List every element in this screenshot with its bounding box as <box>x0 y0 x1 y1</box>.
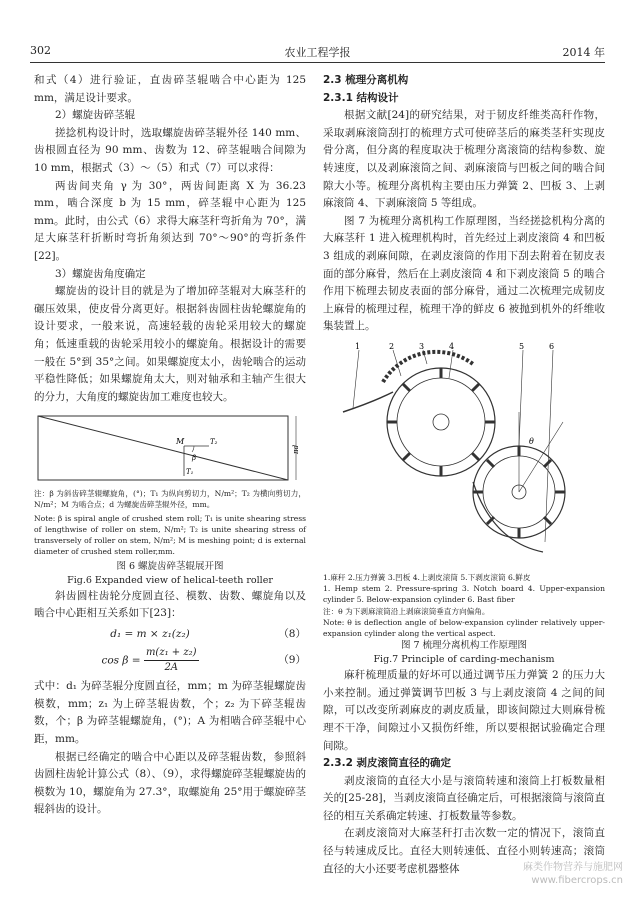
callout-1: 1 <box>355 341 361 351</box>
publication-year: 2014 年 <box>562 46 605 59</box>
paragraph: 剥皮滚筒的直径大小是与滚筒转速和滚筒上打板数量相关的[25-28]，当剥皮滚筒直径确定后，可根据滚筒与滚筒直径的相互关系确定转速、打板数量等参数。 <box>323 774 605 822</box>
equation-9-numerator: m(z₁ + z₂) <box>144 646 199 661</box>
carding-mechanism-svg <box>323 342 605 568</box>
label-T2: T₂ <box>210 438 218 447</box>
label-theta: θ <box>529 436 534 446</box>
equation-9-number: （9） <box>278 653 306 666</box>
paragraph: 斜齿圆柱齿轮分度圆直径、模数、齿数、螺旋角以及啮合中心距相互关系如下[23]： <box>34 589 306 620</box>
figure-7-caption-cn: 图 7 梳理分离机构工作原理图 <box>400 640 528 652</box>
callout-4: 4 <box>449 341 455 351</box>
paragraph: 根据已经确定的啮合中心距以及碎茎辊齿数，参照斜齿圆柱齿轮计算公式（8）、（9），求得螺旋碎茎辊螺旋齿的模数为 10，螺旋角为 27.3°，取螺旋角 25°用于螺旋碎茎辊斜齿的设计。 <box>34 750 306 816</box>
watermark <box>523 861 623 887</box>
subheading-spiral-angle: 3）螺旋齿角度确定 <box>55 267 146 280</box>
subheading-spiral-roller: 2）螺旋齿碎茎辊 <box>55 109 136 122</box>
figure-7-caption-en: Fig.7 Principle of carding-mechanism <box>373 654 555 666</box>
section-heading-2-3-1: 2.3.1 结构设计 <box>323 91 399 104</box>
equation-9-denominator: 2A <box>164 662 179 674</box>
figure-7-diagram <box>323 342 605 568</box>
equation-8-number: （8） <box>278 627 306 640</box>
label-pi-d: πd <box>292 445 300 455</box>
equation-9 <box>34 646 306 675</box>
callout-3: 3 <box>419 341 425 351</box>
section-heading-2-3: 2.3 梳理分离机构 <box>323 74 409 86</box>
equation-8-body: d₁ = m × z₁(z₂) <box>110 627 190 640</box>
right-column <box>323 72 605 878</box>
left-column <box>34 72 306 819</box>
figure-7-legend-en: 1. Hemp stem 2. Pressure-spring 3. Notch board 4. Upper-expansion cylinder 5. Below-expansion cylinder 6. Bast fiber <box>323 584 605 605</box>
figure-6-note-en: Note: β is spiral angle of crushed stem roll; T₁ is unite shearing stress of lengthwise of roller on stem, N/m²; T₂ is unite shearing stress of transversely of roller on stem, N/m²; M is meshing point; d is external diameter of crushed stem roller,mm. <box>34 513 306 557</box>
journal-name: 农业工程学报 <box>284 46 351 59</box>
paragraph: 根据文献[24]的研究结果，对于韧皮纤维类高秆作物，采取剥麻滚筒刮打的梳理方式可使碎茎后的麻类茎秆实现皮骨分离，但分离的程度取决于梳理分离滚筒的结构参数、旋转速度，以及剥麻滚筒之间、剥麻滚筒与凹板之间的啮合间隙大小等。梳理分离机构主要由压力弹簧 2、凹板 3、上剥麻滚筒 4、下剥麻滚筒 5 等组成。 <box>323 109 605 210</box>
callout-5: 5 <box>519 341 525 351</box>
equation-8 <box>34 626 306 644</box>
label-T1: T₁ <box>186 468 194 477</box>
callout-6: 6 <box>549 341 555 351</box>
paragraph: 在剥皮滚筒对大麻茎秆打击次数一定的情况下，滚筒直径与转速成反比。直径大则转速低、直径小则转速高；滚筒直径的大小还要考虑机器整体 <box>323 827 605 875</box>
watermark-line-1: 麻类作物营养与施肥网 <box>523 862 623 873</box>
equation-9-fraction <box>144 646 199 675</box>
paragraph: 式中：d₁ 为碎茎辊分度圆直径，mm；m 为碎茎辊螺旋齿模数，mm；z₁ 为上碎茎辊齿数，个；z₂ 为下碎茎辊齿数，个；β 为碎茎辊螺旋角，(°)；A 为相啮合碎茎辊中心距，mm。 <box>34 680 306 746</box>
watermark-line-2: www.fibercrops.cn <box>531 875 623 886</box>
equation-9-lhs: cos β = <box>101 654 141 667</box>
callout-2: 2 <box>389 341 395 351</box>
page-header <box>30 44 605 60</box>
section-heading-2-3-2: 2.3.2 剥皮滚筒直径的确定 <box>323 757 452 770</box>
expanded-roller-svg <box>34 414 306 484</box>
label-beta: β <box>192 454 197 463</box>
paragraph: 麻秆梳理质量的好坏可以通过调节压力弹簧 2 的压力大小来控制。通过弹簧调节凹板 3 与上剥皮滚筒 4 之间的间隙，可以改变所剥麻皮的剥皮质量，即该间隙过大则麻骨梳理不干净，间隙过小又损伤纤维，所以要根据试验确定合理间隙。 <box>323 669 605 752</box>
figure-7-note-cn: 注：θ 为下剥麻滚筒沿上剥麻滚筒垂直方向偏角。 <box>323 606 490 616</box>
paragraph: 螺旋齿的设计目的就是为了增加碎茎辊对大麻茎秆的碾压效果，使皮骨分离更好。根据斜齿圆柱齿轮螺旋角的设计要求，一般来说，高速轻载的齿轮采用较大的螺旋角；低速重载的齿轮采用较小的螺旋角。根据设计的需要一般在 5°到 35°之间。如果螺旋度太小，齿轮啮合的运动平稳性降低；如果螺旋角太大，则对轴承和主轴产生很大的分力，大角度的螺旋齿加工难度也较大。 <box>34 285 306 403</box>
figure-7-legend-cn: 1.麻秆 2.压力弹簧 3.凹板 4.上剥皮滚筒 5.下剥皮滚筒 6.鲜皮 <box>323 572 531 582</box>
paragraph: 两齿间夹角 γ 为 30°，两齿间距离 X 为 36.23 mm，啮合深度 b 为 15 mm，碎茎辊中心距为 125 mm。此时，由公式（6）求得大麻茎秆弯折角为 70°，满足大麻茎秆折断时弯折角须达到 70°～90°的弯折条件[22]。 <box>34 179 306 262</box>
figure-6-caption-en: Fig.6 Expanded view of helical-teeth roller <box>67 574 273 586</box>
header-rule <box>30 62 605 63</box>
paragraph: 和式（4）进行验证，直齿碎茎辊啮合中心距为 125 mm，满足设计要求。 <box>34 74 306 104</box>
figure-6-diagram <box>34 414 306 484</box>
figure-7-note-en: Note: θ is deflection angle of below-expansion cylinder relatively upper-expansion cylinder along the vertical aspect. <box>323 617 605 638</box>
label-M: M <box>176 437 185 447</box>
figure-6-note-cn: 注：β 为斜齿碎茎辊螺旋角，(°)；T₁ 为纵向剪切力，N/m²；T₂ 为横向剪切力，N/m²；M 为啮合点；d 为螺旋齿碎茎辊外径，mm。 <box>34 489 306 510</box>
paragraph: 图 7 为梳理分离机构工作原理图，当经搓捻机构分离的大麻茎秆 1 进入梳理机构时，首先经过上剥皮滚筒 4 和凹板 3 组成的剥麻间隙，在剥皮滚筒的作用下刮去附着在韧皮表面的部分麻骨，然后在上剥皮滚筒 4 和下剥皮滚筒 5 的啮合作用下梳理去韧皮表面的部分麻骨，通过二次梳理完成韧皮上麻骨的梳理过程，梳理干净的鲜皮 6 被抛到机外的纤维收集装置上。 <box>323 214 605 333</box>
paragraph: 搓捻机构设计时，选取螺旋齿碎茎辊外径 140 mm、齿根圆直径为 90 mm、齿数为 12、碎茎辊啮合间隙为 10 mm，根据式（3）～（5）和式（7）可以求得： <box>34 126 306 174</box>
page-number: 302 <box>30 44 51 57</box>
figure-6-caption-cn: 图 6 螺旋齿碎茎辊展开图 <box>116 560 224 572</box>
